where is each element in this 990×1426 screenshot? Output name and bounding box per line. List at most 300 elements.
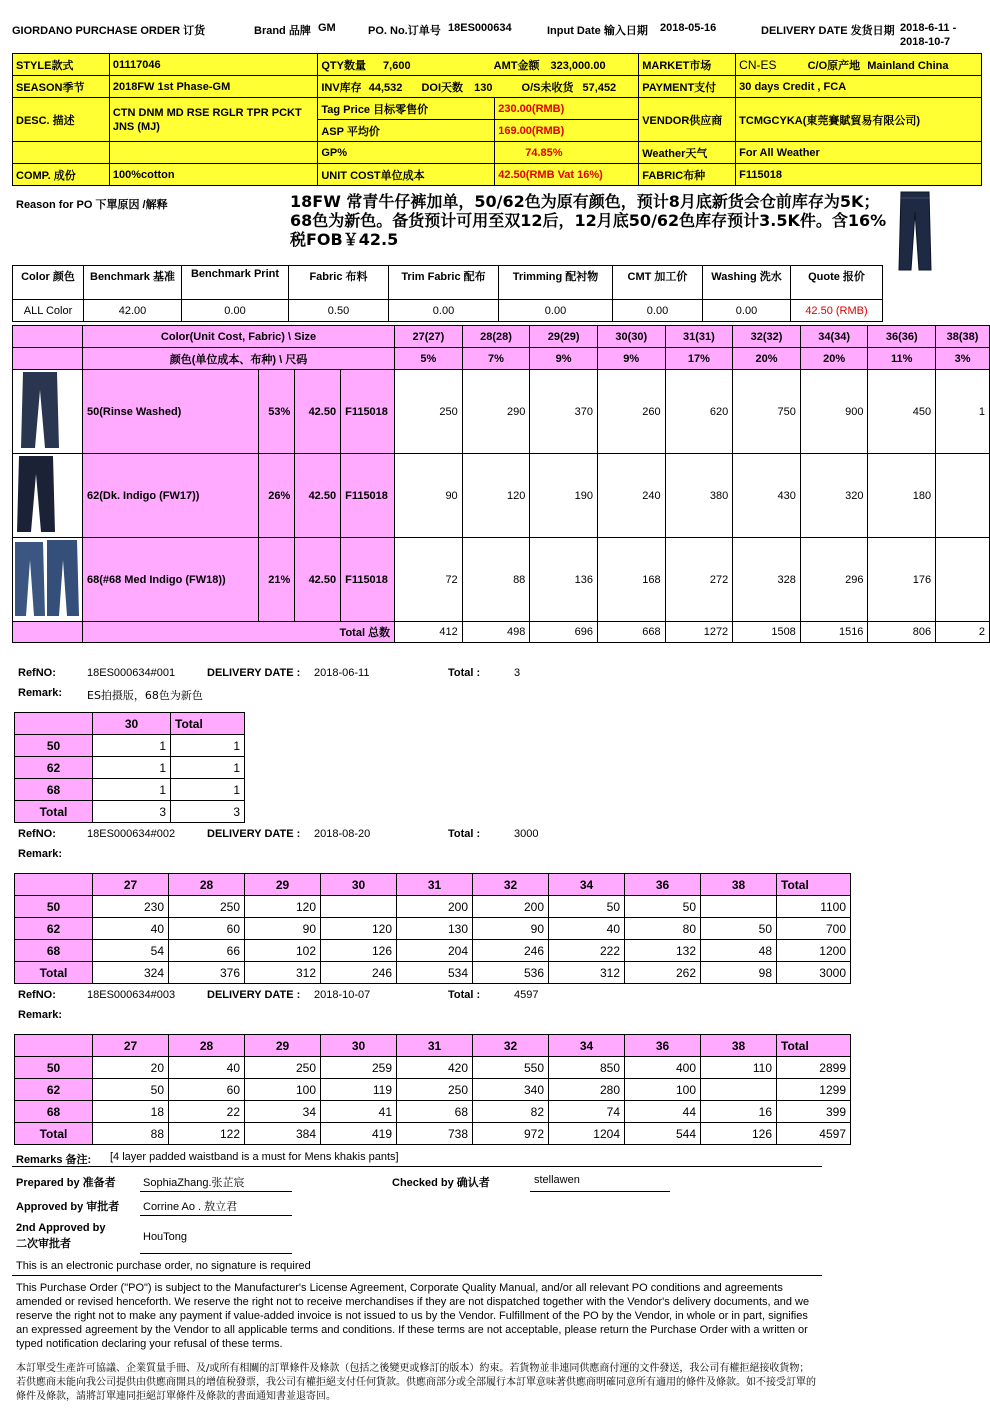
col-header: Total (777, 1035, 851, 1057)
prepared-value: SophiaZhang.张芷宸 (143, 1177, 245, 1189)
cell: 40 (93, 918, 169, 940)
prepared-label: Prepared by 准备者 (16, 1177, 116, 1189)
cell: 68 (397, 1101, 473, 1123)
cost-header-row (13, 266, 883, 300)
cost-value: 0.00 (703, 300, 791, 322)
row-pct: 21% (259, 538, 295, 622)
row-cost: 42.50 (295, 370, 341, 454)
col-header: 30 (93, 713, 171, 735)
color-row (13, 538, 990, 622)
total-label: Total : (448, 989, 481, 1001)
input-date-label: Input Date 输入日期 (547, 25, 648, 37)
cell: 110 (701, 1057, 777, 1079)
cell: 246 (321, 962, 397, 984)
total-cell: 1508 (733, 622, 801, 643)
total-label: Total 总数 (82, 622, 394, 643)
amt-value: 323,000.00 (550, 59, 606, 72)
payment-value: 30 days Credit , FCA (736, 76, 982, 98)
total-value: 4597 (514, 989, 539, 1001)
cell: 100 (245, 1079, 321, 1101)
terms-chinese: 本訂單受生產許可協議、企業質量手冊、及/或所有相關的訂單條件及條款（包括之後變更或修訂的版本）約束。若貨物並非連同供應商付運的文件發送，我公司有權拒絕接收貨物；若供應商未能向我公司提供由供應商開具的增值稅發票，我公司有權拒絕支付任何貨款。供應商部分或全部履行本訂單意味著供應商明確同意所有適用的條件及條款。如不接受訂單的條件及條款，請將訂單連同拒絕訂單條件及條款的書面通知書並退寄回。 (16, 1363, 816, 1402)
cell: 259 (321, 1057, 397, 1079)
total-cell: 1272 (665, 622, 733, 643)
qty-cell: 430 (733, 454, 801, 538)
cell: 1 (171, 757, 245, 779)
payment-label: PAYMENT支付 (639, 76, 736, 98)
qty-cell: 290 (462, 370, 530, 454)
cell (701, 896, 777, 918)
row-fabric: F115018 (341, 538, 395, 622)
comp-label: COMP. 成份 (13, 164, 110, 186)
cell: 230 (93, 896, 169, 918)
row-label: Total (15, 1123, 93, 1145)
qty-cell: 240 (597, 454, 665, 538)
delivery-value: 2018-06-11 (314, 667, 370, 679)
cell: 1204 (549, 1123, 625, 1145)
cost-value: 0.00 (499, 300, 613, 322)
cell: 16 (701, 1101, 777, 1123)
cell: 312 (549, 962, 625, 984)
esign-note: This is an electronic purchase order, no signature is required (16, 1260, 311, 1272)
refno-label: RefNO: (18, 828, 56, 840)
cell: 312 (245, 962, 321, 984)
desc-label: DESC. 描述 (13, 98, 110, 142)
ref2-table (14, 873, 851, 984)
cell: 120 (321, 918, 397, 940)
delivery-label: DELIVERY DATE : (207, 828, 301, 840)
cell: 340 (473, 1079, 549, 1101)
cell: 1200 (777, 940, 851, 962)
size-pct: 20% (800, 348, 868, 370)
qty-cell: 190 (530, 454, 598, 538)
color-row (13, 454, 990, 538)
col-header: 27 (93, 1035, 169, 1057)
remarks-label: Remarks 备注: (16, 1154, 92, 1166)
cell: 1 (93, 735, 171, 757)
quote-value: 42.50 (RMB) (791, 300, 883, 322)
row-label: Total (15, 962, 93, 984)
season-value: 2018FW 1st Phase-GM (109, 76, 317, 98)
terms-english: This Purchase Order ("PO") is subject to the Manufacturer's License Agreement, Corporate Quality Manual, and/or all relevant PO conditions and agreements amended or revised henceforth. We reserve the right not to receive merchandises if they are not dispatched together with the Vendor's delivery documents, and we reserve the right not to make any payment if value-added invoice is not issued to us by the Vendor. Fulfillment of the PO by the Vendor, in whole or in part, signifies an expressed agreement by the Vendor to all applicable terms and conditions. If these terms are not acceptable, please return the Purchase Order with a written or typed notification declaring your refusal of these terms. (16, 1282, 810, 1350)
cost-value: 0.00 (389, 300, 499, 322)
cell: 738 (397, 1123, 473, 1145)
cost-header: Color 颜色 (13, 266, 84, 300)
signature-line (140, 1191, 292, 1192)
cell: 246 (473, 940, 549, 962)
jeans-image (13, 370, 83, 454)
total-cell: 498 (462, 622, 530, 643)
cell: 204 (397, 940, 473, 962)
size-col: 29(29) (530, 326, 598, 348)
cost-table (12, 265, 883, 322)
col-header: Total (171, 713, 245, 735)
cell: 1 (93, 779, 171, 801)
size-col: 30(30) (597, 326, 665, 348)
total-cell: 668 (597, 622, 665, 643)
qty-cell: 90 (395, 454, 463, 538)
qty-cell: 180 (868, 454, 936, 538)
refno-value: 18ES000634#003 (87, 989, 176, 1001)
size-col: 27(27) (395, 326, 463, 348)
cell: 90 (473, 918, 549, 940)
cell: 98 (701, 962, 777, 984)
po-title: GIORDANO PURCHASE ORDER 订货 (12, 25, 206, 37)
qty-cell: 296 (800, 538, 868, 622)
table-row (15, 918, 851, 940)
cell: 1100 (777, 896, 851, 918)
cost-header: Washing 洗水 (703, 266, 791, 300)
table-row (15, 896, 851, 918)
col-header: 32 (473, 1035, 549, 1057)
cell: 50 (93, 1079, 169, 1101)
cell: 250 (169, 896, 245, 918)
qty-cell: 88 (462, 538, 530, 622)
fabric-label: FABRIC布种 (639, 164, 736, 186)
row-label: 50 (15, 735, 93, 757)
delivery-label: DELIVERY DATE : (207, 989, 301, 1001)
cell: 100 (625, 1079, 701, 1101)
cell: 102 (245, 940, 321, 962)
cell: 54 (93, 940, 169, 962)
remark-label: Remark: (18, 687, 63, 699)
cell (701, 1079, 777, 1101)
qty-cell: 328 (733, 538, 801, 622)
color-row (13, 370, 990, 454)
asp-value: 169.00(RMB) (495, 120, 639, 142)
os-value: 57,452 (582, 81, 617, 94)
size-pct: 5% (395, 348, 463, 370)
cell: 60 (169, 1079, 245, 1101)
cell: 222 (549, 940, 625, 962)
total-label: Total : (448, 667, 481, 679)
col-header: 30 (321, 874, 397, 896)
doi-value: 130 (474, 81, 493, 94)
cell: 544 (625, 1123, 701, 1145)
delivery-date-end: 2018-10-7 (900, 36, 951, 48)
divider (12, 1275, 822, 1276)
qty-label: QTY数量 (321, 59, 366, 72)
size-col: 38(38) (936, 326, 990, 348)
cell: 536 (473, 962, 549, 984)
input-date: 2018-05-16 (660, 22, 717, 34)
table-row (15, 962, 851, 984)
col-header: 38 (701, 1035, 777, 1057)
delivery-date-label: DELIVERY DATE 发货日期 (761, 25, 895, 37)
row-label: 50 (15, 1057, 93, 1079)
unit-cost-label: UNIT COST单位成本 (318, 164, 495, 186)
size-col: 32(32) (733, 326, 801, 348)
total-cell: 696 (530, 622, 598, 643)
size-pct: 9% (597, 348, 665, 370)
cell: 972 (473, 1123, 549, 1145)
amt-label: AMT金额 (493, 59, 540, 72)
qty-cell: 1 (936, 370, 990, 454)
refno-value: 18ES000634#001 (87, 667, 176, 679)
comp-value: 100%cotton (109, 164, 317, 186)
style-label: STYLE款式 (13, 54, 110, 76)
qty-cell: 450 (868, 370, 936, 454)
os-label: O/S未收货 (521, 81, 574, 94)
cell: 130 (397, 918, 473, 940)
row-label: 62 (15, 757, 93, 779)
origin-value: Mainland China (867, 59, 949, 72)
qty-cell: 176 (868, 538, 936, 622)
row-cost: 42.50 (295, 538, 341, 622)
remark-label: Remark: (18, 848, 63, 860)
cost-header: CMT 加工价 (613, 266, 703, 300)
row-pct: 26% (259, 454, 295, 538)
cell: 3000 (777, 962, 851, 984)
jeans-thumbnail (895, 190, 935, 277)
table-row (15, 1101, 851, 1123)
season-label: SEASON季节 (13, 76, 110, 98)
ref3-table (14, 1034, 851, 1145)
delivery-label: DELIVERY DATE : (207, 667, 301, 679)
cell: 1 (171, 779, 245, 801)
row-label: 62 (15, 918, 93, 940)
size-col: 36(36) (868, 326, 936, 348)
cell: 399 (777, 1101, 851, 1123)
cost-header: Fabric 布料 (289, 266, 389, 300)
size-pct: 20% (733, 348, 801, 370)
total-cell: 1516 (800, 622, 868, 643)
cell: 384 (245, 1123, 321, 1145)
cell: 88 (93, 1123, 169, 1145)
cell: 20 (93, 1057, 169, 1079)
gp-label: GP% (318, 142, 495, 164)
col-header: 34 (549, 1035, 625, 1057)
cell: 82 (473, 1101, 549, 1123)
cell: 534 (397, 962, 473, 984)
qty-cell: 900 (800, 370, 868, 454)
cell (321, 896, 397, 918)
row-color: 68(#68 Med Indigo (FW18)) (82, 538, 258, 622)
row-label: Total (15, 801, 93, 823)
fabric-value: F115018 (736, 164, 982, 186)
jeans-image (13, 454, 83, 538)
cell: 420 (397, 1057, 473, 1079)
info-block (12, 53, 982, 187)
cost-value: 42.00 (84, 300, 182, 322)
row-color: 50(Rinse Washed) (82, 370, 258, 454)
col-header: 31 (397, 1035, 473, 1057)
inv-label: INV库存 (321, 81, 362, 94)
divider (12, 1166, 822, 1167)
col-header: 28 (169, 1035, 245, 1057)
row-label: 62 (15, 1079, 93, 1101)
signature-line (140, 1253, 292, 1254)
cost-value: ALL Color (13, 300, 84, 322)
cost-header: Trimming 配衬物 (499, 266, 613, 300)
cell: 126 (321, 940, 397, 962)
delivery-date-start: 2018-6-11 - (900, 22, 957, 34)
cell: 3 (171, 801, 245, 823)
cell: 80 (625, 918, 701, 940)
cell: 1 (171, 735, 245, 757)
qty-cell: 250 (395, 370, 463, 454)
cost-header: Trim Fabric 配布 (389, 266, 499, 300)
total-cell: 412 (395, 622, 463, 643)
po-header (0, 20, 990, 50)
origin-label: C/O原产地 (807, 59, 861, 72)
vendor-value: TCMGCYKA(東莞賽賦貿易有限公司) (736, 98, 982, 142)
approved-label: Approved by 审批者 (16, 1201, 120, 1213)
remarks-value: [4 layer padded waistband is a must for Mens khakis pants] (110, 1151, 399, 1163)
qty-cell: 72 (395, 538, 463, 622)
cell: 132 (625, 940, 701, 962)
brand-value: GM (318, 22, 336, 34)
cell: 550 (473, 1057, 549, 1079)
cell: 262 (625, 962, 701, 984)
reason-text: 18FW 常青牛仔裤加单，50/62色为原有颜色，预计8月底新货会仓前库存为5K；68色为新色。备货预计可用至双12后，12月底50/62色库存预计3.5K件。含16%税FOB￥42.5 (290, 192, 887, 249)
cell: 850 (549, 1057, 625, 1079)
cell: 50 (701, 918, 777, 940)
vendor-label: VENDOR供应商 (639, 98, 736, 142)
table-row (15, 1057, 851, 1079)
cell: 4597 (777, 1123, 851, 1145)
cell: 2899 (777, 1057, 851, 1079)
cell: 50 (549, 896, 625, 918)
checked-label: Checked by 确认者 (392, 1177, 490, 1189)
row-label: 68 (15, 1101, 93, 1123)
reason-label: Reason for PO 下單原因 /解释 (16, 199, 168, 211)
jeans-image (13, 538, 83, 622)
cell: 3 (93, 801, 171, 823)
table-row (15, 940, 851, 962)
col-header: 34 (549, 874, 625, 896)
cell: 120 (245, 896, 321, 918)
market-value: CN-ES (739, 57, 777, 72)
size-col: 31(31) (665, 326, 733, 348)
size-pct: 9% (530, 348, 598, 370)
gp-value: 74.85% (495, 142, 639, 164)
cell: 66 (169, 940, 245, 962)
approved2-value: HouTong (143, 1231, 188, 1243)
qty-cell: 320 (800, 454, 868, 538)
qty-cell: 260 (597, 370, 665, 454)
cost-value: 0.50 (289, 300, 389, 322)
size-header-en: Color(Unit Cost, Fabric) \ Size (82, 326, 394, 348)
weather-label: Weather天气 (639, 142, 736, 164)
delivery-value: 2018-08-20 (314, 828, 371, 840)
row-color: 62(Dk. Indigo (FW17)) (82, 454, 258, 538)
refno-value: 18ES000634#002 (87, 828, 176, 840)
cell: 419 (321, 1123, 397, 1145)
asp-label: ASP 平均价 (318, 120, 495, 142)
cost-value: 0.00 (182, 300, 289, 322)
cell: 22 (169, 1101, 245, 1123)
qty-cell: 120 (462, 454, 530, 538)
signature-line (140, 1215, 292, 1216)
cell: 40 (549, 918, 625, 940)
total-label: Total : (448, 828, 481, 840)
qty-cell: 370 (530, 370, 598, 454)
cell: 122 (169, 1123, 245, 1145)
refno-label: RefNO: (18, 667, 56, 679)
qty-cell: 620 (665, 370, 733, 454)
col-header: 30 (321, 1035, 397, 1057)
brand-label: Brand 品牌 (254, 25, 311, 37)
tag-price-label: Tag Price 目标零售价 (318, 98, 495, 120)
qty-cell: 272 (665, 538, 733, 622)
total-value: 3000 (514, 828, 539, 840)
checked-value: stellawen (534, 1174, 580, 1186)
cell: 44 (625, 1101, 701, 1123)
col-header: 36 (625, 1035, 701, 1057)
cost-header: Benchmark 基准 (84, 266, 182, 300)
qty-cell: 136 (530, 538, 598, 622)
qty-cell (936, 454, 990, 538)
col-header: 38 (701, 874, 777, 896)
signature-line (530, 1191, 670, 1192)
unit-cost-value: 42.50(RMB Vat 16%) (495, 164, 639, 186)
col-header: 29 (245, 874, 321, 896)
row-label: 50 (15, 896, 93, 918)
refno-label: RefNO: (18, 989, 56, 1001)
row-label: 68 (15, 779, 93, 801)
table-row (15, 1079, 851, 1101)
cell: 200 (397, 896, 473, 918)
approved-value: Corrine Ao . 敖立君 (143, 1201, 238, 1213)
ref1-table (14, 712, 245, 823)
col-header: 36 (625, 874, 701, 896)
cell: 40 (169, 1057, 245, 1079)
qty-cell: 750 (733, 370, 801, 454)
col-header: 29 (245, 1035, 321, 1057)
table-row (15, 1123, 851, 1145)
tag-price-value: 230.00(RMB) (495, 98, 639, 120)
cell: 90 (245, 918, 321, 940)
qty-cell (936, 538, 990, 622)
cost-header: Quote 报价 (791, 266, 883, 300)
size-total-row (13, 622, 990, 643)
remark-value: ES拍摄版，68色为新色 (87, 689, 203, 702)
size-col: 28(28) (462, 326, 530, 348)
cell: 700 (777, 918, 851, 940)
cell: 41 (321, 1101, 397, 1123)
cell: 280 (549, 1079, 625, 1101)
col-header: 32 (473, 874, 549, 896)
size-pct: 7% (462, 348, 530, 370)
col-header: 28 (169, 874, 245, 896)
row-pct: 53% (259, 370, 295, 454)
cost-value-row (13, 300, 883, 322)
size-pct: 11% (868, 348, 936, 370)
col-header: 27 (93, 874, 169, 896)
total-value: 3 (514, 667, 521, 679)
cell: 200 (473, 896, 549, 918)
inv-value: 44,532 (368, 81, 403, 94)
cell: 119 (321, 1079, 397, 1101)
cost-header: Benchmark Print (182, 266, 289, 300)
total-cell: 806 (868, 622, 936, 643)
row-fabric: F115018 (341, 370, 395, 454)
size-col: 34(34) (800, 326, 868, 348)
size-pct: 17% (665, 348, 733, 370)
po-label: PO. No.订单号 (368, 25, 441, 37)
style-value: 01117046 (109, 54, 317, 76)
cell: 1299 (777, 1079, 851, 1101)
cell: 18 (93, 1101, 169, 1123)
doi-label: DOI天数 (421, 81, 464, 94)
size-breakdown-table (12, 325, 990, 643)
cell: 250 (397, 1079, 473, 1101)
cell: 34 (245, 1101, 321, 1123)
col-header: Total (777, 874, 851, 896)
weather-value: For All Weather (736, 142, 982, 164)
size-pct: 3% (936, 348, 990, 370)
row-label: 68 (15, 940, 93, 962)
